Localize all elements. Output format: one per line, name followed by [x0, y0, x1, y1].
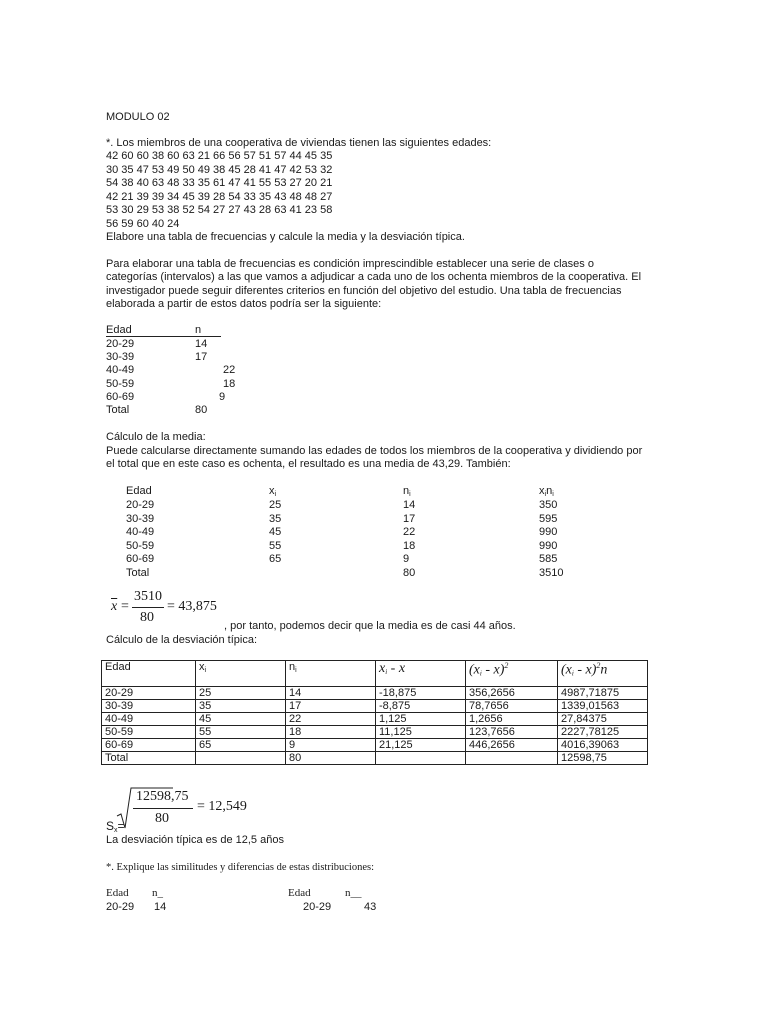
freq-edad: 50-59: [106, 378, 135, 390]
freq-edad: 60-69: [106, 391, 135, 403]
xi-cell-xi: 55: [269, 539, 282, 552]
table-row: [102, 713, 648, 726]
freq-edad: Total: [106, 404, 130, 416]
xi-cell-ni: 14: [403, 499, 416, 511]
xi-cell-xini: 990: [539, 539, 558, 552]
left-header-edad: Edad: [106, 887, 129, 899]
cell-dev: -18,875: [376, 687, 466, 700]
paragraph-line: categorías (intervalos) a las que vamos a adjudicar a cada uno de los ochenta miembros de la cooperativa. El: [106, 271, 642, 283]
paragraph-line: elaborada a partir de estos datos podría ser la siguiente:: [106, 298, 382, 310]
sd-numerator: 12598,75: [136, 789, 189, 804]
freq-n: 9: [219, 391, 226, 403]
table-row: [102, 700, 648, 713]
cell-edad: 30-39: [102, 700, 196, 713]
cell-xi: 65: [196, 739, 286, 752]
cell-dev: 11,125: [376, 726, 466, 739]
cell-xi: 45: [196, 713, 286, 726]
xi-cell-xini: 595: [539, 512, 558, 525]
cell-sq: 356,2656: [466, 687, 558, 700]
freq-n: 17: [195, 351, 208, 363]
problem-intro: *. Los miembros de una cooperativa de viviendas tienen las siguientes edades:: [106, 137, 492, 149]
data-line: 42 60 60 38 60 63 21 66 56 57 51 57 44 45 35: [106, 150, 333, 162]
xi-header-xi: $x_i$: [269, 485, 277, 498]
conclusion: La desviación típica es de 12,5 años: [106, 834, 284, 846]
cell-edad: 60-69: [102, 739, 196, 752]
xi-cell-xini: 990: [539, 526, 558, 538]
data-line: 56 59 60 40 24: [106, 218, 180, 230]
problem-task: Elabore una tabla de frecuencias y calcule la media y la desviación típica.: [106, 231, 465, 243]
xi-cell-xini: 585: [539, 553, 558, 565]
cell-xi: [196, 752, 286, 765]
cell-sqn: 4987,71875: [558, 687, 648, 700]
freq-header-n: n: [195, 324, 202, 336]
sd-result: = 12,549: [197, 799, 247, 814]
page-title: MODULO 02: [106, 111, 170, 123]
table-row: [102, 687, 648, 700]
xi-cell-ni: 9: [403, 553, 410, 565]
xi-cell-edad: Total: [126, 566, 150, 579]
paragraph-line: investigador puede seguir diferentes criterios en función del objetivo del estudio. Una tabla de frecuencias: [106, 285, 622, 297]
cell-sq: 1,2656: [466, 713, 558, 726]
cell-edad: Total: [102, 752, 196, 765]
paragraph-line: Para elaborar una tabla de frecuencias es condición imprescindible establecer una serie de clases o: [106, 258, 594, 270]
col-header-edad: Edad: [102, 661, 196, 687]
col-header-xi: $x_i$: [196, 661, 286, 687]
cell-xi: 35: [196, 700, 286, 713]
mean-denominator: 80: [140, 610, 154, 625]
cell-sqn: 2227,78125: [558, 726, 648, 739]
media-line: el total que en este caso es ochenta, el resultado es una media de 43,29. También:: [106, 458, 511, 470]
xi-cell-xi: 45: [269, 526, 282, 538]
freq-n: 80: [195, 404, 208, 416]
cell-sq: 78,7656: [466, 700, 558, 713]
left-n: 14: [154, 901, 167, 913]
data-line: 54 38 40 63 48 33 35 61 47 41 55 53 27 20 21: [106, 177, 333, 189]
cell-sqn: 27,84375: [558, 713, 648, 726]
xi-cell-xini: 3510: [539, 566, 564, 579]
desv-heading: Cálculo de la desviación típica:: [106, 634, 258, 646]
xi-cell-xi: 65: [269, 553, 282, 565]
xi-cell-xini: 350: [539, 499, 558, 511]
col-header-ni: $n_i$: [286, 661, 376, 687]
xi-header-ni: $n_i$: [403, 485, 411, 498]
xi-cell-ni: 22: [403, 526, 416, 538]
cell-ni: 14: [286, 687, 376, 700]
xi-cell-ni: 80: [403, 566, 416, 579]
data-line: 30 35 47 53 49 50 49 38 45 28 41 47 42 53 32: [106, 164, 333, 176]
cell-sq: 446,2656: [466, 739, 558, 752]
mean-numerator: 3510: [134, 589, 162, 604]
xi-header-xini: $x_in_i$: [539, 485, 554, 498]
cell-sq: [466, 752, 558, 765]
cell-dev: 21,125: [376, 739, 466, 752]
table-header-row: [102, 661, 648, 687]
freq-edad: 20-29: [106, 338, 135, 350]
freq-edad: 40-49: [106, 364, 135, 376]
deviation-table: [101, 660, 648, 765]
right-n: 43: [364, 901, 377, 913]
cell-sqn: 1339,01563: [558, 700, 648, 713]
xi-cell-edad: 50-59: [126, 539, 155, 552]
xi-header-edad: Edad: [126, 485, 152, 497]
freq-edad: 30-39: [106, 351, 135, 363]
table-row: [102, 752, 648, 765]
xi-cell-xi: 35: [269, 512, 282, 525]
xi-cell-edad: 20-29: [126, 499, 155, 511]
mean-result: = 43,875: [167, 599, 217, 614]
cell-dev: [376, 752, 466, 765]
xi-cell-edad: 40-49: [126, 526, 155, 538]
cell-ni: 17: [286, 700, 376, 713]
cell-ni: 80: [286, 752, 376, 765]
table-row: [102, 726, 648, 739]
xi-cell-ni: 17: [403, 512, 416, 525]
header-rule: [106, 336, 221, 337]
cell-sqn: 4016,39063: [558, 739, 648, 752]
cell-edad: 20-29: [102, 687, 196, 700]
right-edad: 20-29: [303, 901, 332, 913]
freq-header-edad: Edad: [106, 324, 132, 336]
cell-xi: 55: [196, 726, 286, 739]
mean-trailing-text: , por tanto, podemos decir que la media es de casi 44 años.: [224, 620, 516, 632]
data-line: 53 30 29 53 38 52 54 27 27 43 28 63 41 23 58: [106, 204, 333, 216]
cell-sqn: 12598,75: [558, 752, 648, 765]
left-header-n: n_: [152, 887, 163, 899]
cell-edad: 40-49: [102, 713, 196, 726]
freq-n: 14: [195, 338, 208, 350]
xi-cell-ni: 18: [403, 539, 416, 552]
cell-dev: -8,875: [376, 700, 466, 713]
cell-ni: 9: [286, 739, 376, 752]
cell-ni: 22: [286, 713, 376, 726]
equals-sign: =: [121, 599, 129, 614]
sd-symbol: $S_x=$: [106, 819, 125, 834]
media-heading: Cálculo de la media:: [106, 431, 206, 443]
xi-cell-xi: 25: [269, 499, 282, 511]
cell-ni: 18: [286, 726, 376, 739]
table-row: [102, 739, 648, 752]
sd-denominator: 80: [155, 811, 169, 826]
data-line: 42 21 39 39 34 45 39 28 54 33 35 43 48 48 27: [106, 191, 333, 203]
xi-cell-edad: 60-69: [126, 553, 155, 565]
cell-edad: 50-59: [102, 726, 196, 739]
mean-symbol: $\overline{x}$: [111, 599, 118, 614]
problem2-prompt: *. Explique las similitudes y diferencias de estas distribuciones:: [106, 862, 374, 873]
col-header-dev: $x_i$ - x: [376, 661, 466, 687]
right-header-n: n__: [345, 887, 362, 899]
cell-dev: 1,125: [376, 713, 466, 726]
col-header-sqn: $(x_i - x)^2n$: [558, 661, 648, 687]
fraction-bar: [133, 808, 193, 809]
cell-sq: 123,7656: [466, 726, 558, 739]
media-line: Puede calcularse directamente sumando las edades de todos los miembros de la cooperativa y dividiendo por: [106, 445, 643, 457]
freq-n: 22: [223, 364, 236, 376]
fraction-bar: [132, 607, 164, 608]
left-edad: 20-29: [106, 901, 135, 913]
freq-n: 18: [223, 378, 236, 390]
cell-xi: 25: [196, 687, 286, 700]
right-header-edad: Edad: [288, 887, 311, 899]
xi-cell-edad: 30-39: [126, 512, 155, 525]
col-header-sq: $(x_i - x)^2$: [466, 661, 558, 687]
